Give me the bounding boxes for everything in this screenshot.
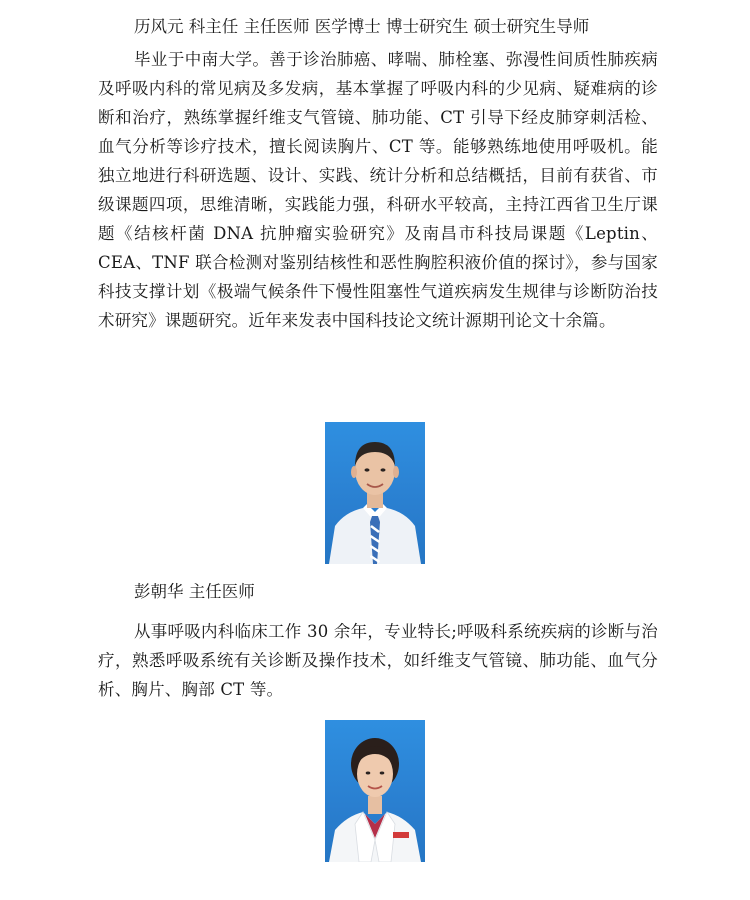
doctor-1-bio: 毕业于中南大学。善于诊治肺癌、哮喘、肺栓塞、弥漫性间质性肺疾病及呼吸内科的常见病及多发病，基本掌握了呼吸内科的少见病、疑难病的诊断和治疗，熟练掌握纤维支气管镜、肺功能、CT 引导下经皮肺穿刺活检、血气分析等诊疗技术，擅长阅读胸片、CT 等。能够熟练地使用呼吸机。能独立地进行科研选题、设计、实践、统计分析和总结概括，目前有获省、市级课题四项，思维清晰，实践能力强，科研水平较高，主持江西省卫生厅课题《结核杆菌 DNA 抗肿瘤实验研究》及南昌市科技局课题《Leptin、CEA、TNF 联合检测对鉴别结核性和恶性胸腔积液价值的探讨》，参与国家科技支撑计划《极端气候条件下慢性阻塞性气道疾病发生规律与诊断防治技术研究》课题研究。近年来发表中国科技论文统计源期刊论文十余篇。 xyxy=(98,50,658,330)
doctor-2-photo xyxy=(325,720,425,862)
doctor-2-bio: 从事呼吸内科临床工作 30 余年，专业特长;呼吸科系统疾病的诊断与治疗，熟悉呼吸系统有关诊断及操作技术，如纤维支气管镜、肺功能、血气分析、胸片、胸部 CT 等。 xyxy=(98,622,658,699)
doctor-1-photo xyxy=(325,422,425,564)
doctor-profile-2 xyxy=(98,577,658,704)
female-doctor-portrait-icon xyxy=(325,720,425,862)
doctor-profile-1 xyxy=(98,12,658,335)
doctor-1-heading: 历风元 科主任 主任医师 医学博士 博士研究生 硕士研究生导师 xyxy=(134,17,590,36)
male-doctor-portrait-icon xyxy=(325,422,425,564)
doctor-2-heading: 彭朝华 主任医师 xyxy=(134,582,255,601)
